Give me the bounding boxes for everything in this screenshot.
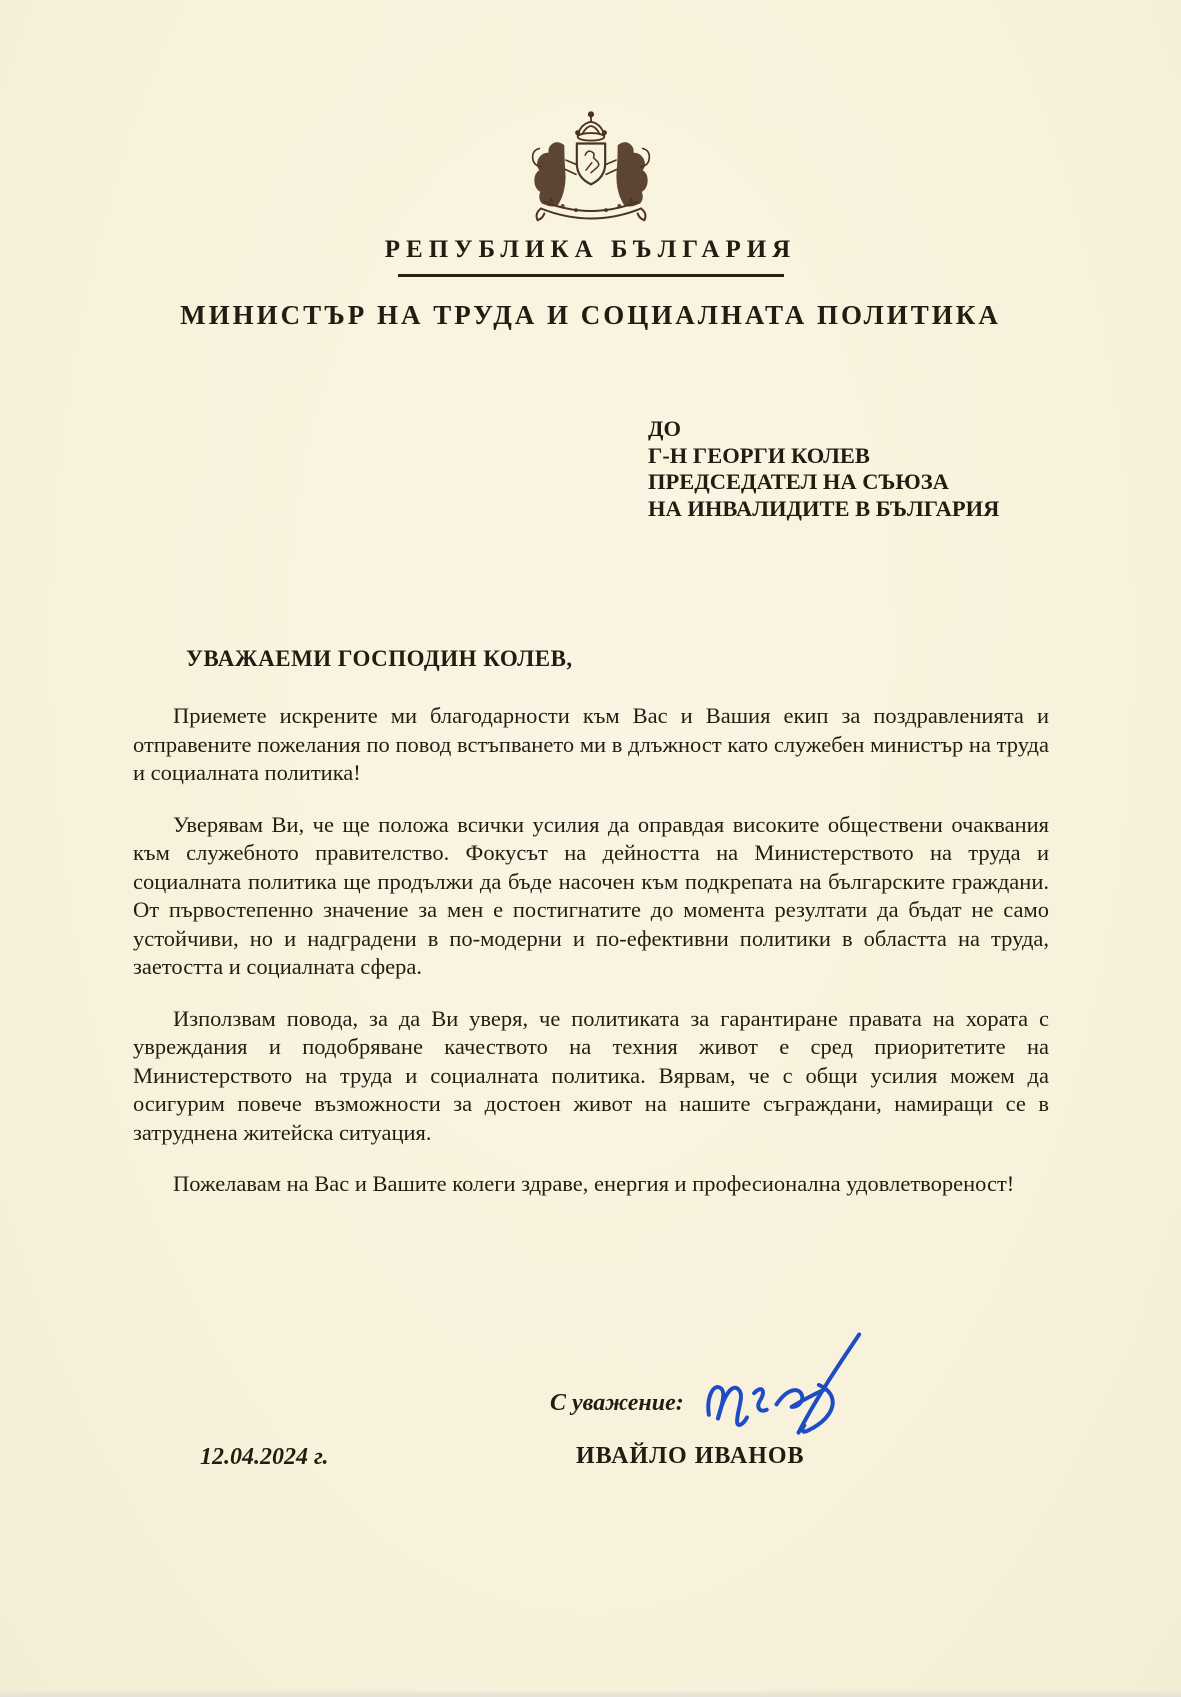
body-paragraph-1: Приемете искрените ми благодарности към Вас и Вашия екип за поздравленията и отправените пожелания по повод встъпването ми в длъжност като служебен министър на труда и социалната политика! — [133, 703, 1049, 785]
bulgarian-coat-of-arms-icon — [516, 108, 666, 234]
recipient-block — [648, 416, 1068, 522]
salutation: УВАЖАЕМИ ГОСПОДИН КОЛЕВ, — [186, 646, 573, 671]
recipient-line-title-2: НА ИНВАЛИДИТЕ В БЪЛГАРИЯ — [648, 495, 1000, 521]
handwritten-signature-icon — [698, 1327, 877, 1451]
letter-body — [133, 702, 1049, 1222]
letter-date: 12.04.2024 г. — [200, 1444, 329, 1470]
body-paragraph-3: Използвам повода, за да Ви уверя, че политиката за гарантиране правата на хората с увреждания и подобряване качеството на техния живот е сред приоритетите на Министерството на труда и социалната политика. Вярвам, че с общи усилия можем да осигурим повече възможности за достоен живот на нашите съграждани, намиращи се в затруднена житейска ситуация. — [133, 1005, 1049, 1145]
ministry-title: МИНИСТЪР НА ТРУДА И СОЦИАЛНАТА ПОЛИТИКА — [180, 300, 1001, 330]
header-underline — [398, 274, 784, 277]
recipient-line-name: Г-Н ГЕОРГИ КОЛЕВ — [648, 442, 870, 468]
recipient-line-to: ДО — [648, 416, 681, 441]
recipient-line-title-1: ПРЕДСЕДАТЕЛ НА СЪЮЗА — [648, 469, 949, 494]
scan-edge — [0, 1691, 1181, 1697]
body-paragraph-2: Уверявам Ви, че ще положа всички усилия да оправдая високите обществени очаквания към служебното правителство. Фокусът на дейността на Министерството на труда и социалната политика ще продължи да бъде насочен към подкрепата на българските граждани. От първостепенно значение за мен е постигнатите до момента резултати да бъдат не само устойчиви, но и надградени в по-модерни и по-ефективни политики в областта на труда, заетостта и социалната сфера. — [133, 811, 1049, 979]
country-title: РЕПУБЛИКА БЪЛГАРИЯ — [384, 236, 797, 263]
signoff-label: С уважение: — [550, 1390, 684, 1416]
signatory-name: ИВАЙЛО ИВАНОВ — [576, 1443, 805, 1469]
body-paragraph-4: Пожелавам на Вас и Вашите колеги здраве, енергия и професионална удовлетвореност! — [173, 1171, 1015, 1196]
